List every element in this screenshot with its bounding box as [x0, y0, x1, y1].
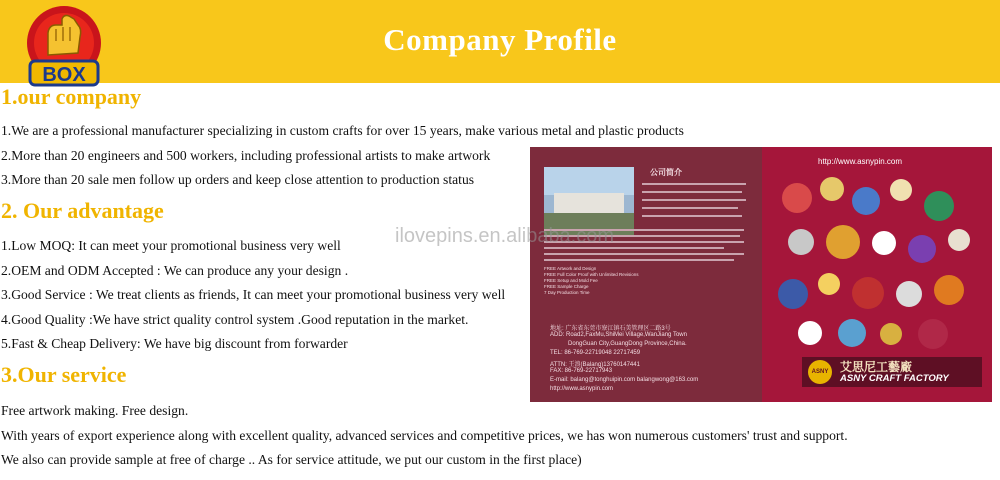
brochure-cn-heading: 公司简介	[650, 168, 682, 177]
brochure-contact-7: E-mail: balang@tonghuipin.com balangwong@163.com	[550, 377, 699, 383]
brochure-contact-4: TEL: 86-769-22719048 22717459	[550, 350, 641, 356]
brochure-list-2: FREE Full Color Proof with Unlimited Revisions	[544, 272, 639, 277]
advantage-line-3: 3.Good Service : We treat clients as friends, It can meet your promotional business very well	[1, 287, 506, 302]
advantage-line-4: 4.Good Quality :We have strict quality control system .Good reputation in the market.	[1, 312, 469, 327]
box-logo	[18, 3, 110, 89]
brochure-contact-5: ATTN: 王浪(Balang)13760147441	[550, 362, 640, 368]
brochure-contact-1: 地址: 广东省东莞市寮江镇石美管理区二路3号	[550, 326, 671, 332]
brochure-right-panel	[762, 147, 992, 402]
brochure-list-5: 7 Day Production Time	[544, 290, 590, 295]
advantage-line-2: 2.OEM and ODM Accepted : We can produce any your design .	[1, 263, 349, 278]
brochure-list-4: FREE Sample Charge	[544, 284, 589, 289]
brochure-contact-3: DongGuan City,GuangDong Province,China.	[568, 341, 687, 347]
company-line-3: 3.More than 20 sale men follow up orders and keep close attention to production status	[1, 172, 475, 187]
service-line-2: With years of export experience along with excellent quality, advanced services and competitive prices, we has won numerous customers' trust and support.	[1, 428, 848, 443]
brochure-contact-6: FAX: 86-769-22717943	[550, 368, 613, 374]
company-line-2: 2.More than 20 engineers and 500 workers, including professional artists to make artwork	[1, 148, 491, 163]
brochure-url: http://www.asnypin.com	[818, 157, 903, 166]
pins-collage	[768, 169, 988, 369]
watermark-text: ilovepins.en.alibaba.com	[395, 225, 615, 247]
service-line-1: Free artwork making. Free design.	[1, 403, 189, 418]
brochure-image	[530, 147, 992, 402]
brochure-contact-8: http://www.asnypin.com	[550, 386, 614, 392]
brochure-list-3: FREE Setup and Mold Fee	[544, 278, 598, 283]
asny-logo	[802, 357, 982, 387]
asny-cn-name: 艾思尼工藝廠	[840, 360, 913, 374]
heading-our-service: 3.Our service	[1, 362, 127, 387]
heading-our-advantage: 2. Our advantage	[1, 198, 164, 223]
advantage-line-1: 1.Low MOQ: It can meet your promotional business very well	[1, 238, 341, 253]
asny-en-name: ASNY CRAFT FACTORY	[840, 373, 949, 384]
asny-badge: ASNY	[808, 360, 832, 384]
page-title: Company Profile	[383, 22, 617, 57]
heading-our-company: 1.our company	[1, 84, 142, 109]
brochure-left-panel	[530, 147, 762, 402]
advantage-line-5: 5.Fast & Cheap Delivery: We have big discount from forwarder	[1, 336, 348, 351]
brochure-contact-2: ADD: Road2,FaxMu,ShiMei Village,WanJiang Town	[550, 332, 687, 338]
logo-text: BOX	[42, 64, 86, 86]
service-line-3: We also can provide sample at free of charge .. As for service attitude, we put our custom in the first place)	[1, 452, 582, 467]
brochure-list-1: FREE Artwork and Design	[544, 266, 597, 271]
company-line-1: 1.We are a professional manufacturer specializing in custom crafts for over 15 years, make various metal and plastic products	[1, 123, 684, 138]
